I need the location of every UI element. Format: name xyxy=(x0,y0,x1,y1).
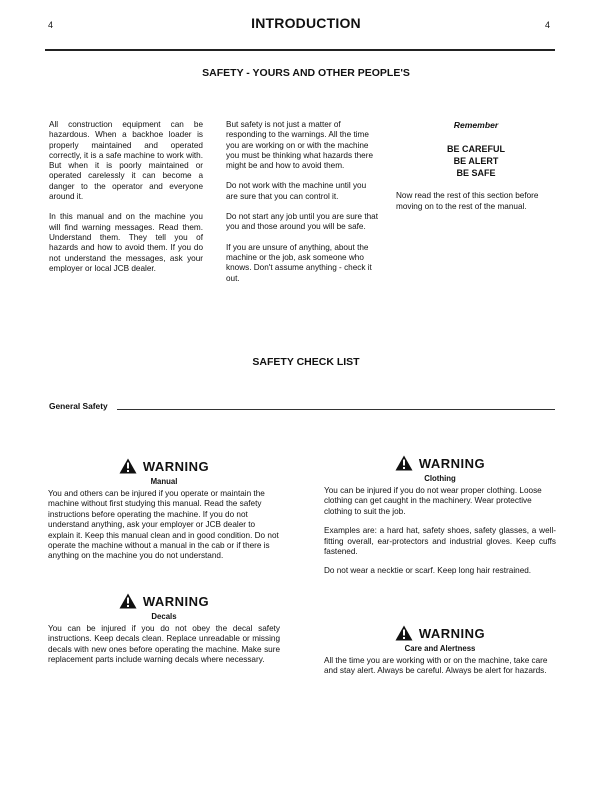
general-safety-rule xyxy=(117,409,555,410)
paragraph: But safety is not just a matter of responding to the warnings. All the time you are working on or with the machine you must be thinking what hazards there might be and how to avoid them. xyxy=(226,120,374,171)
warning-subtitle: Care and Alertness xyxy=(404,644,476,653)
warning-text: You can be injured if you do not obey the decal safety instructions. Keep decals clean. Replace unreadable or missing decals with new ones before operating the machine. Make sure replacement parts include warning decals where necessary. xyxy=(48,624,280,665)
warning-title: WARNING xyxy=(418,625,486,641)
page-number-left: 4 xyxy=(48,20,54,30)
careful-line: BE CAREFUL xyxy=(447,144,505,155)
warning-clothing xyxy=(324,455,556,577)
warning-header xyxy=(324,455,556,471)
warning-decals xyxy=(48,593,280,666)
general-safety-label: General Safety xyxy=(49,401,108,411)
paragraph: Do not start any job until you are sure that you and those around you will be safe. xyxy=(226,212,379,232)
section-heading-checklist: SAFETY CHECK LIST xyxy=(252,356,360,368)
warning-triangle-icon xyxy=(395,625,413,641)
careful-line: BE SAFE xyxy=(456,168,496,179)
warning-title: WARNING xyxy=(418,455,486,471)
warning-alertness xyxy=(324,625,556,677)
be-careful-block xyxy=(396,143,556,179)
careful-line: BE ALERT xyxy=(453,156,499,167)
paragraph: In this manual and on the machine you will find warning messages. Read them. Understand them. They tell you of hazards and how to avoid them. If you do not understand the messages, ask your employer or local JCB dealer. xyxy=(49,212,203,273)
paragraph: All construction equipment can be hazardous. When a backhoe loader is properly maintained and operated correctly, it is a safe machine to work with. But when it is poorly maintained or operated carelessly it can become a danger to the operator and everyone around it. xyxy=(49,120,203,202)
warning-subtitle: Clothing xyxy=(424,474,456,483)
paragraph: Now read the rest of this section before moving on to the rest of the manual. xyxy=(396,191,539,211)
warning-text: Do not wear a necktie or scarf. Keep long hair restrained. xyxy=(324,566,532,576)
warning-header xyxy=(48,458,280,474)
page-title: INTRODUCTION xyxy=(251,15,361,31)
intro-column-1 xyxy=(49,120,203,284)
warning-text: You can be injured if you do not wear proper clothing. Loose clothing can get caught in the machinery. Wear protective clothing to suit the job. xyxy=(324,486,542,516)
warning-text: Examples are: a hard hat, safety shoes, safety glasses, a well-fitting overall, ear-protectors and industrial gloves. Keep cuffs fastened. xyxy=(324,526,556,557)
intro-column-2 xyxy=(226,120,379,294)
warning-text: You and others can be injured if you operate or maintain the machine without first studying this manual. Read the safety instructions before operating the machine. If you do not understand anything, ask your employer or JCB dealer to explain it. Keep this manual clean and in good condition. Do not operate the machine without a manual in the cab or if there is anything on the machine you do not understand. xyxy=(48,489,279,561)
warning-subtitle: Manual xyxy=(150,477,178,486)
warning-title: WARNING xyxy=(142,593,210,609)
page-number-right: 4 xyxy=(545,20,551,30)
warning-triangle-icon xyxy=(119,458,137,474)
warning-subtitle: Decals xyxy=(151,612,177,621)
paragraph: If you are unsure of anything, about the machine or the job, ask someone who knows. Don't assume anything - check it out. xyxy=(226,242,372,283)
warning-manual xyxy=(48,458,280,562)
warning-title: WARNING xyxy=(142,458,210,474)
header-divider xyxy=(45,49,555,51)
paragraph: Do not work with the machine until you are sure that you can control it. xyxy=(226,181,367,201)
section-heading-safety: SAFETY - YOURS AND OTHER PEOPLE'S xyxy=(202,67,410,79)
warning-header xyxy=(48,593,280,609)
warning-text: All the time you are working with or on the machine, take care and stay alert. Always be careful. Always be alert for hazards. xyxy=(324,656,548,676)
warning-triangle-icon xyxy=(119,593,137,609)
warning-triangle-icon xyxy=(395,455,413,471)
warning-header xyxy=(324,625,556,641)
intro-column-3 xyxy=(396,120,556,222)
remember-label: Remember xyxy=(453,120,499,130)
